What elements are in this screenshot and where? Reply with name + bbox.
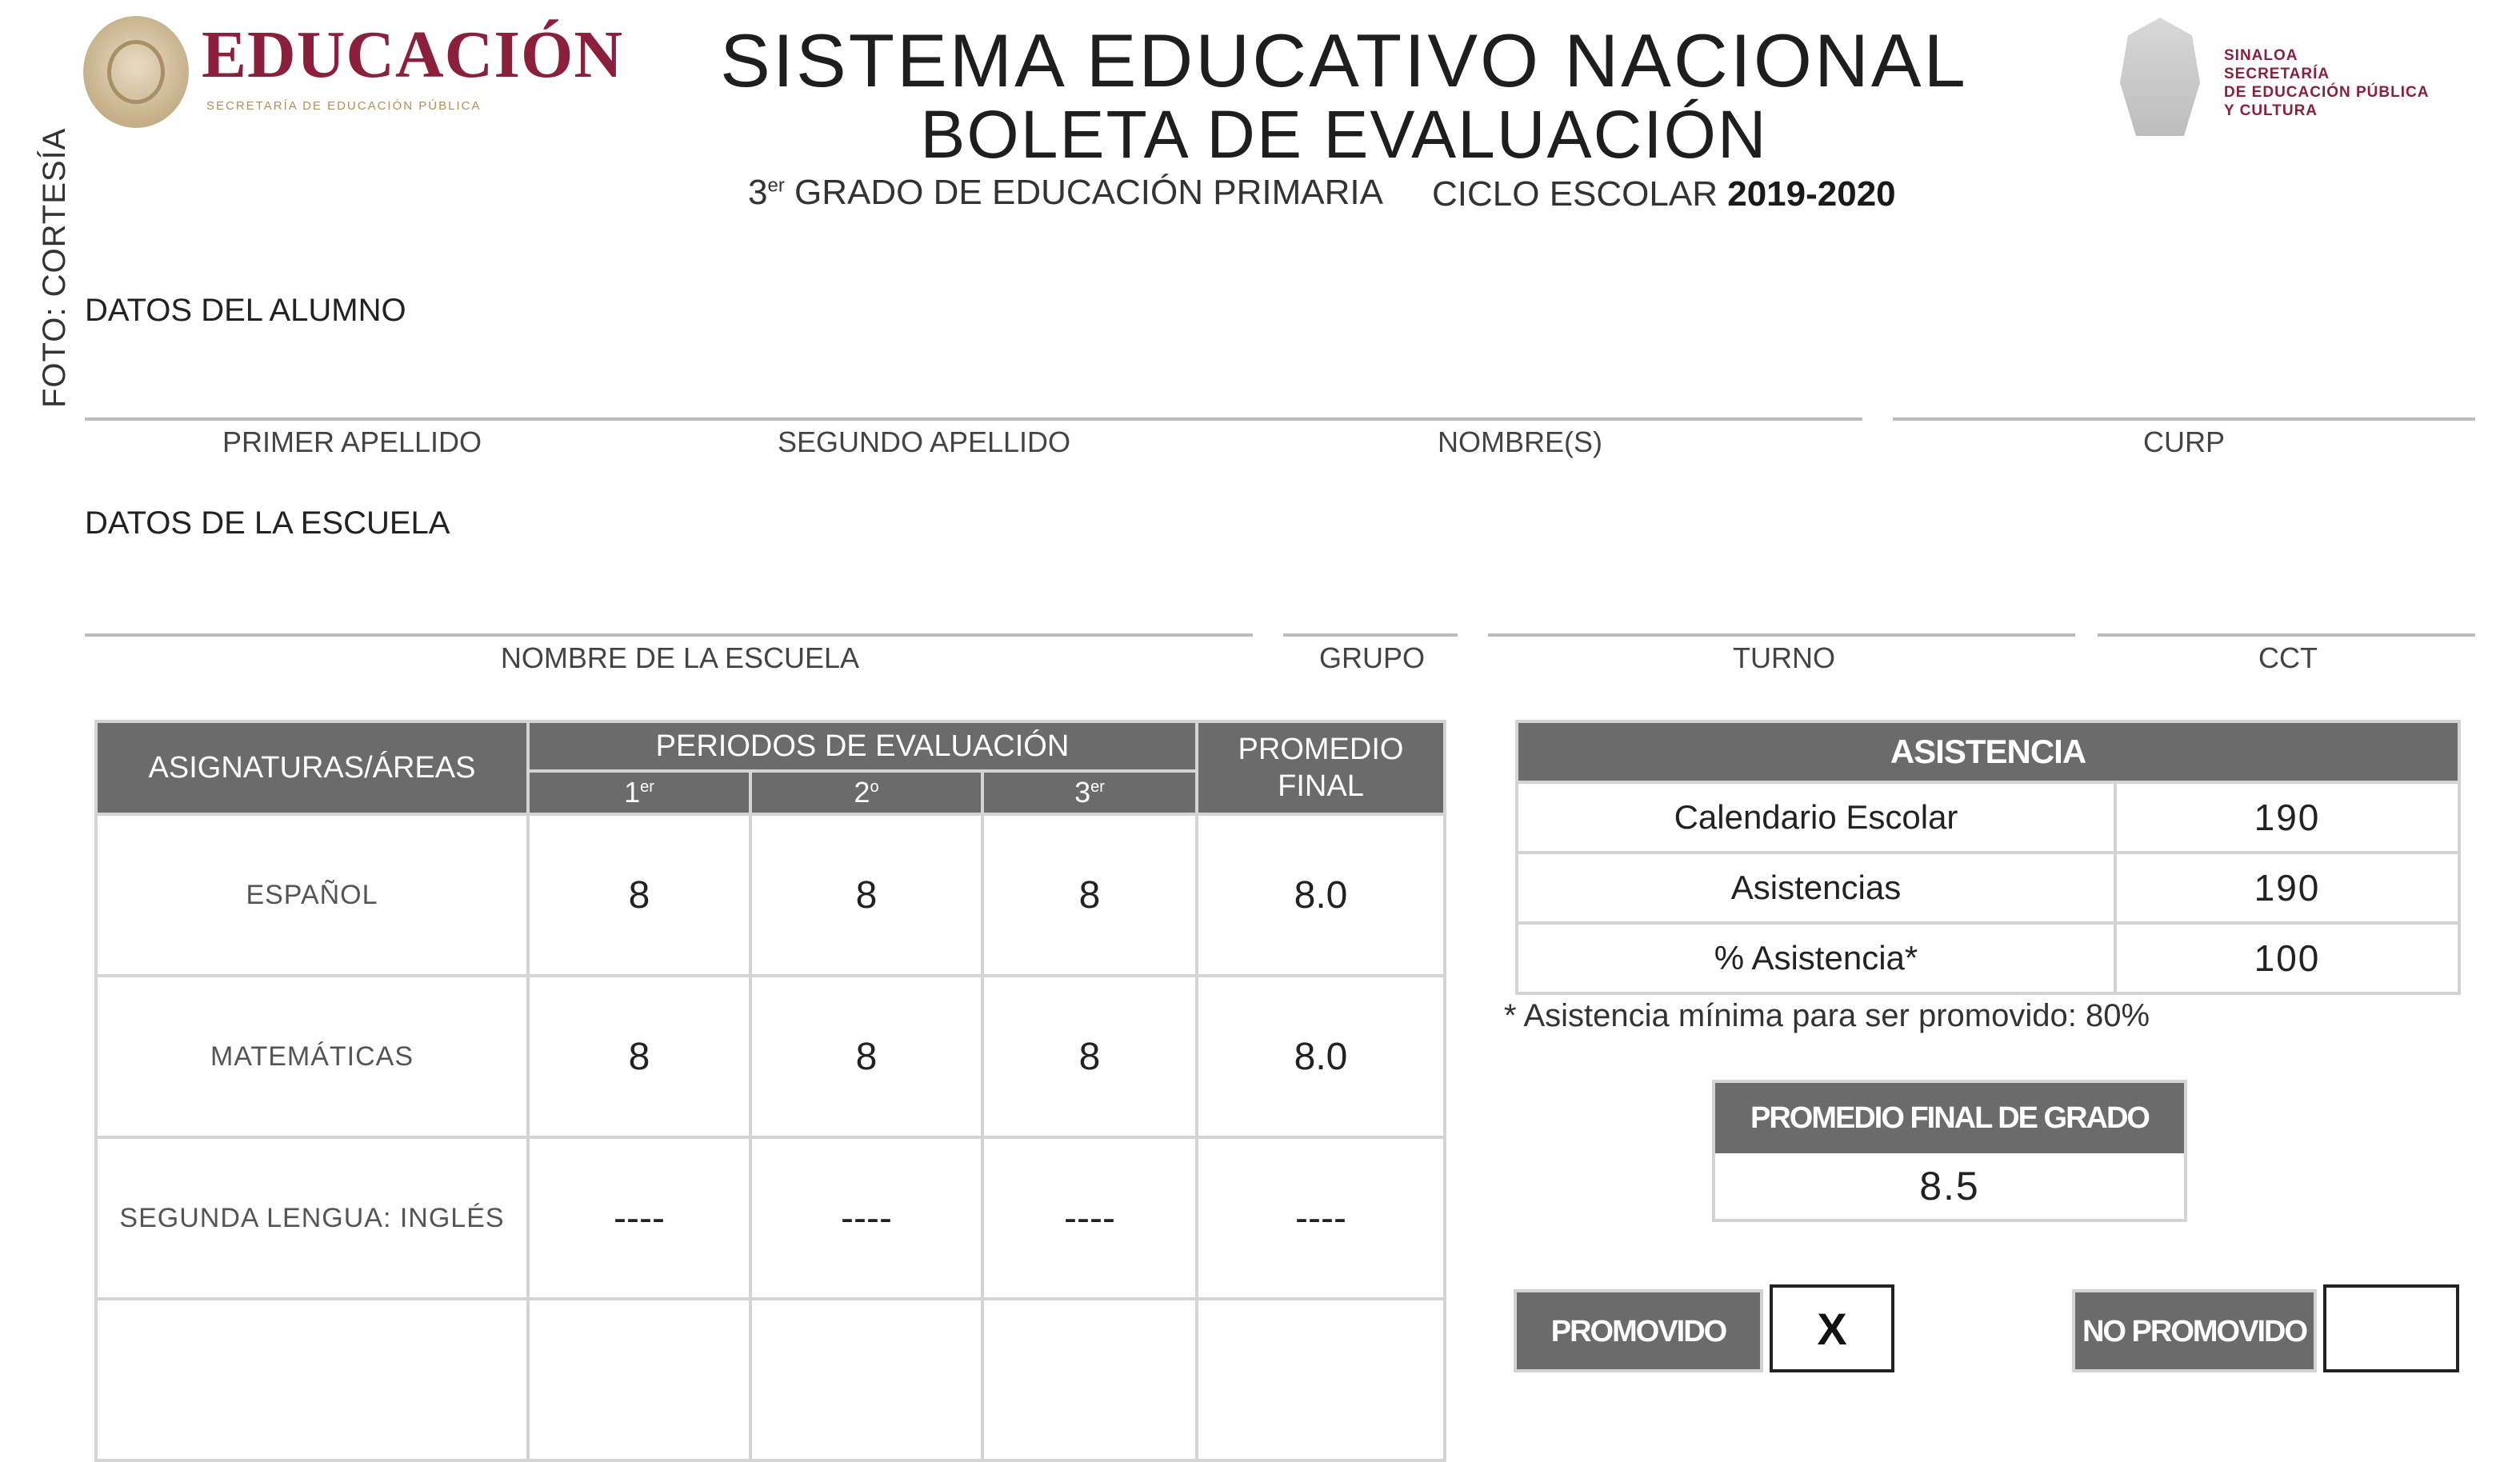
promoted-checkbox[interactable]: X: [1770, 1284, 1894, 1372]
grade-cell: ----: [528, 1137, 750, 1299]
shift-line: [1488, 633, 2075, 637]
grade-cell: [750, 1299, 982, 1460]
final-grade-box: [1712, 1080, 2187, 1222]
not-promoted-checkbox[interactable]: [2323, 1284, 2459, 1372]
final-grade-cell: [1197, 1299, 1445, 1460]
field-segundo-apellido: SEGUNDO APELLIDO: [777, 425, 1071, 458]
grades-table: [94, 720, 1446, 1462]
grade-cell: 8: [982, 814, 1197, 976]
sinaloa-logo-text: SINALOA SECRETARÍA DE EDUCACIÓN PÚBLICA Y CULTURA: [2224, 47, 2430, 119]
subject-cell: [96, 1299, 528, 1460]
final-grade-cell: 8.0: [1197, 976, 1445, 1137]
attendance-value: 190: [2115, 782, 2459, 853]
table-row: [1517, 853, 2459, 923]
table-row: [1517, 923, 2459, 993]
field-primer-apellido: PRIMER APELLIDO: [222, 425, 482, 458]
grade-cell: ----: [982, 1137, 1197, 1299]
subject-cell: MATEMÁTICAS: [96, 976, 528, 1137]
cct-line: [2098, 633, 2475, 637]
grade-cell: 8: [750, 814, 982, 976]
field-nombre: NOMBRE(S): [1438, 425, 1602, 458]
grade-cell: 8: [750, 976, 982, 1137]
national-seal-logo: [83, 16, 189, 128]
final-grade-value: 8.5: [1919, 1164, 1980, 1208]
grade-cell: 8: [528, 814, 750, 976]
grade-line: 3er GRADO DE EDUCACIÓN PRIMARIA: [748, 173, 1383, 212]
grade-cell: [528, 1299, 750, 1460]
table-row: [96, 976, 1445, 1137]
table-row: [96, 814, 1445, 976]
page-title: SISTEMA EDUCATIVO NACIONAL: [720, 18, 1968, 102]
education-logo-title: EDUCACIÓN: [202, 18, 624, 92]
attendance-value: 100: [2115, 923, 2459, 993]
attendance-note: * Asistencia mínima para ser promovido: 80%: [1504, 998, 2150, 1033]
grade-cell: [982, 1299, 1197, 1460]
attendance-header: ASISTENCIA: [1517, 721, 2459, 782]
not-promoted-label: NO PROMOVIDO: [2072, 1289, 2317, 1372]
table-row: [96, 1299, 1445, 1460]
final-average-header: PROMEDIO FINAL: [1197, 721, 1445, 814]
promoted-label: PROMOVIDO: [1514, 1289, 1763, 1372]
student-name-line: [85, 417, 1862, 421]
school-section-title: DATOS DE LA ESCUELA: [85, 505, 450, 541]
field-cct: CCT: [2258, 641, 2318, 674]
grade-cell: ----: [750, 1137, 982, 1299]
curp-line: [1893, 417, 2475, 421]
final-grade-cell: ----: [1197, 1137, 1445, 1299]
attendance-label: Asistencias: [1517, 853, 2115, 923]
period-1-header: 1er: [528, 771, 750, 814]
education-logo-subtitle: SECRETARÍA DE EDUCACIÓN PÚBLICA: [206, 99, 482, 113]
group-line: [1283, 633, 1458, 637]
field-shift: TURNO: [1733, 641, 1835, 674]
document-title: BOLETA DE EVALUACIÓN: [920, 97, 1768, 172]
periods-header: PERIODOS DE EVALUACIÓN: [528, 721, 1197, 771]
attendance-label: Calendario Escolar: [1517, 782, 2115, 853]
table-row: [1517, 782, 2459, 853]
final-grade-label: PROMEDIO FINAL DE GRADO: [1715, 1083, 2184, 1153]
grade-cell: 8: [982, 976, 1197, 1137]
attendance-value: 190: [2115, 853, 2459, 923]
field-group: GRUPO: [1318, 641, 1425, 674]
attendance-label: % Asistencia*: [1517, 923, 2115, 993]
final-grade-cell: 8.0: [1197, 814, 1445, 976]
school-name-line: [85, 633, 1253, 637]
period-3-header: 3er: [982, 771, 1197, 814]
grade-cell: 8: [528, 976, 750, 1137]
period-2-header: 2$^o$: [750, 771, 982, 814]
attendance-table: [1515, 720, 2461, 995]
subject-cell: ESPAÑOL: [96, 814, 528, 976]
subject-header: ASIGNATURAS/ÁREAS: [96, 721, 528, 814]
photo-credit: FOTO: CORTESÍA: [37, 127, 72, 408]
school-cycle: CICLO ESCOLAR 2019-2020: [1432, 174, 1896, 214]
subject-cell: SEGUNDA LENGUA: INGLÉS: [96, 1137, 528, 1299]
field-curp: CURP: [2142, 425, 2225, 458]
student-section-title: DATOS DEL ALUMNO: [85, 293, 406, 328]
table-row: [96, 1137, 1445, 1299]
field-school-name: NOMBRE DE LA ESCUELA: [500, 641, 860, 674]
sinaloa-emblem-logo: [2120, 18, 2200, 136]
